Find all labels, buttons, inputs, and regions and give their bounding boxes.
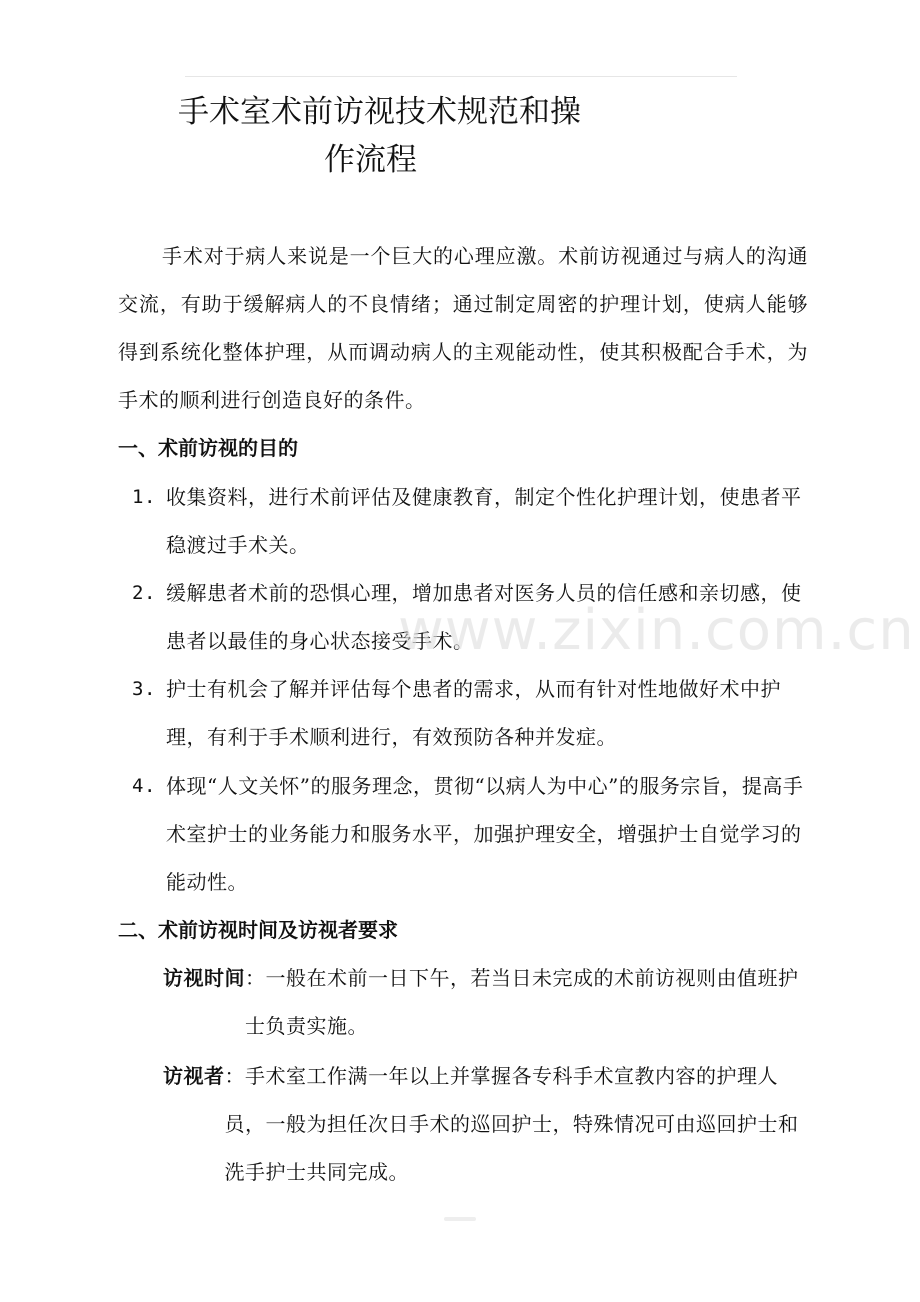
- section-heading-visit-requirements: 二、术前访视时间及访视者要求: [118, 918, 398, 942]
- visitor-text: ：手术室工作满一年以上并掌握各专科手术宣教内容的护理人员，一般为担任次日手术的巡回护士，特殊情况可由巡回护士和洗手护士共同完成。: [224, 1064, 799, 1184]
- visitor-label: 访视者: [163, 1064, 225, 1088]
- list-item: [132, 665, 808, 761]
- list-item-text: 体现“人文关怀”的服务理念，贯彻“以病人为中心”的服务宗旨，提高手术室护士的业务能力和服务水平，加强护理安全，增强护士自觉学习的能动性。: [166, 774, 804, 894]
- visit-time-definition: [163, 954, 808, 1050]
- visit-time-label: 访视时间: [163, 966, 245, 990]
- visit-time-text: ：一般在术前一日下午，若当日未完成的术前访视则由值班护士负责实施。: [245, 966, 799, 1038]
- visitor-definition: [163, 1052, 808, 1196]
- page-title-line-1: 手术室术前访视技术规范和操: [178, 94, 581, 130]
- list-item-number: 2.: [132, 582, 156, 604]
- list-item-number: 1.: [132, 486, 156, 508]
- list-item-text: 护士有机会了解并评估每个患者的需求，从而有针对性地做好术中护理，有利于手术顺利进行，有效预防各种并发症。: [166, 677, 781, 749]
- list-item: [132, 762, 808, 906]
- list-item-text: 收集资料，进行术前评估及健康教育，制定个性化护理计划，使患者平稳渡过手术关。: [166, 485, 802, 557]
- list-item-number: 4.: [132, 775, 156, 797]
- header-rule: [185, 76, 737, 77]
- footer-mark: [444, 1217, 476, 1221]
- list-item-number: 3.: [132, 678, 156, 700]
- list-item-text: 缓解患者术前的恐惧心理，增加患者对医务人员的信任感和亲切感，使患者以最佳的身心状态接受手术。: [166, 581, 802, 653]
- intro-paragraph: 手术对于病人来说是一个巨大的心理应激。术前访视通过与病人的沟通交流，有助于缓解病人的不良情绪；通过制定周密的护理计划，使病人能够得到系统化整体护理，从而调动病人的主观能动性，使其积极配合手术，为手术的顺利进行创造良好的条件。: [118, 244, 808, 412]
- page-title-line-2: 作流程: [324, 142, 417, 178]
- section-heading-purpose: 一、术前访视的目的: [118, 436, 298, 460]
- watermark: www.zixin.com.cn: [398, 598, 915, 663]
- list-item: [132, 473, 808, 569]
